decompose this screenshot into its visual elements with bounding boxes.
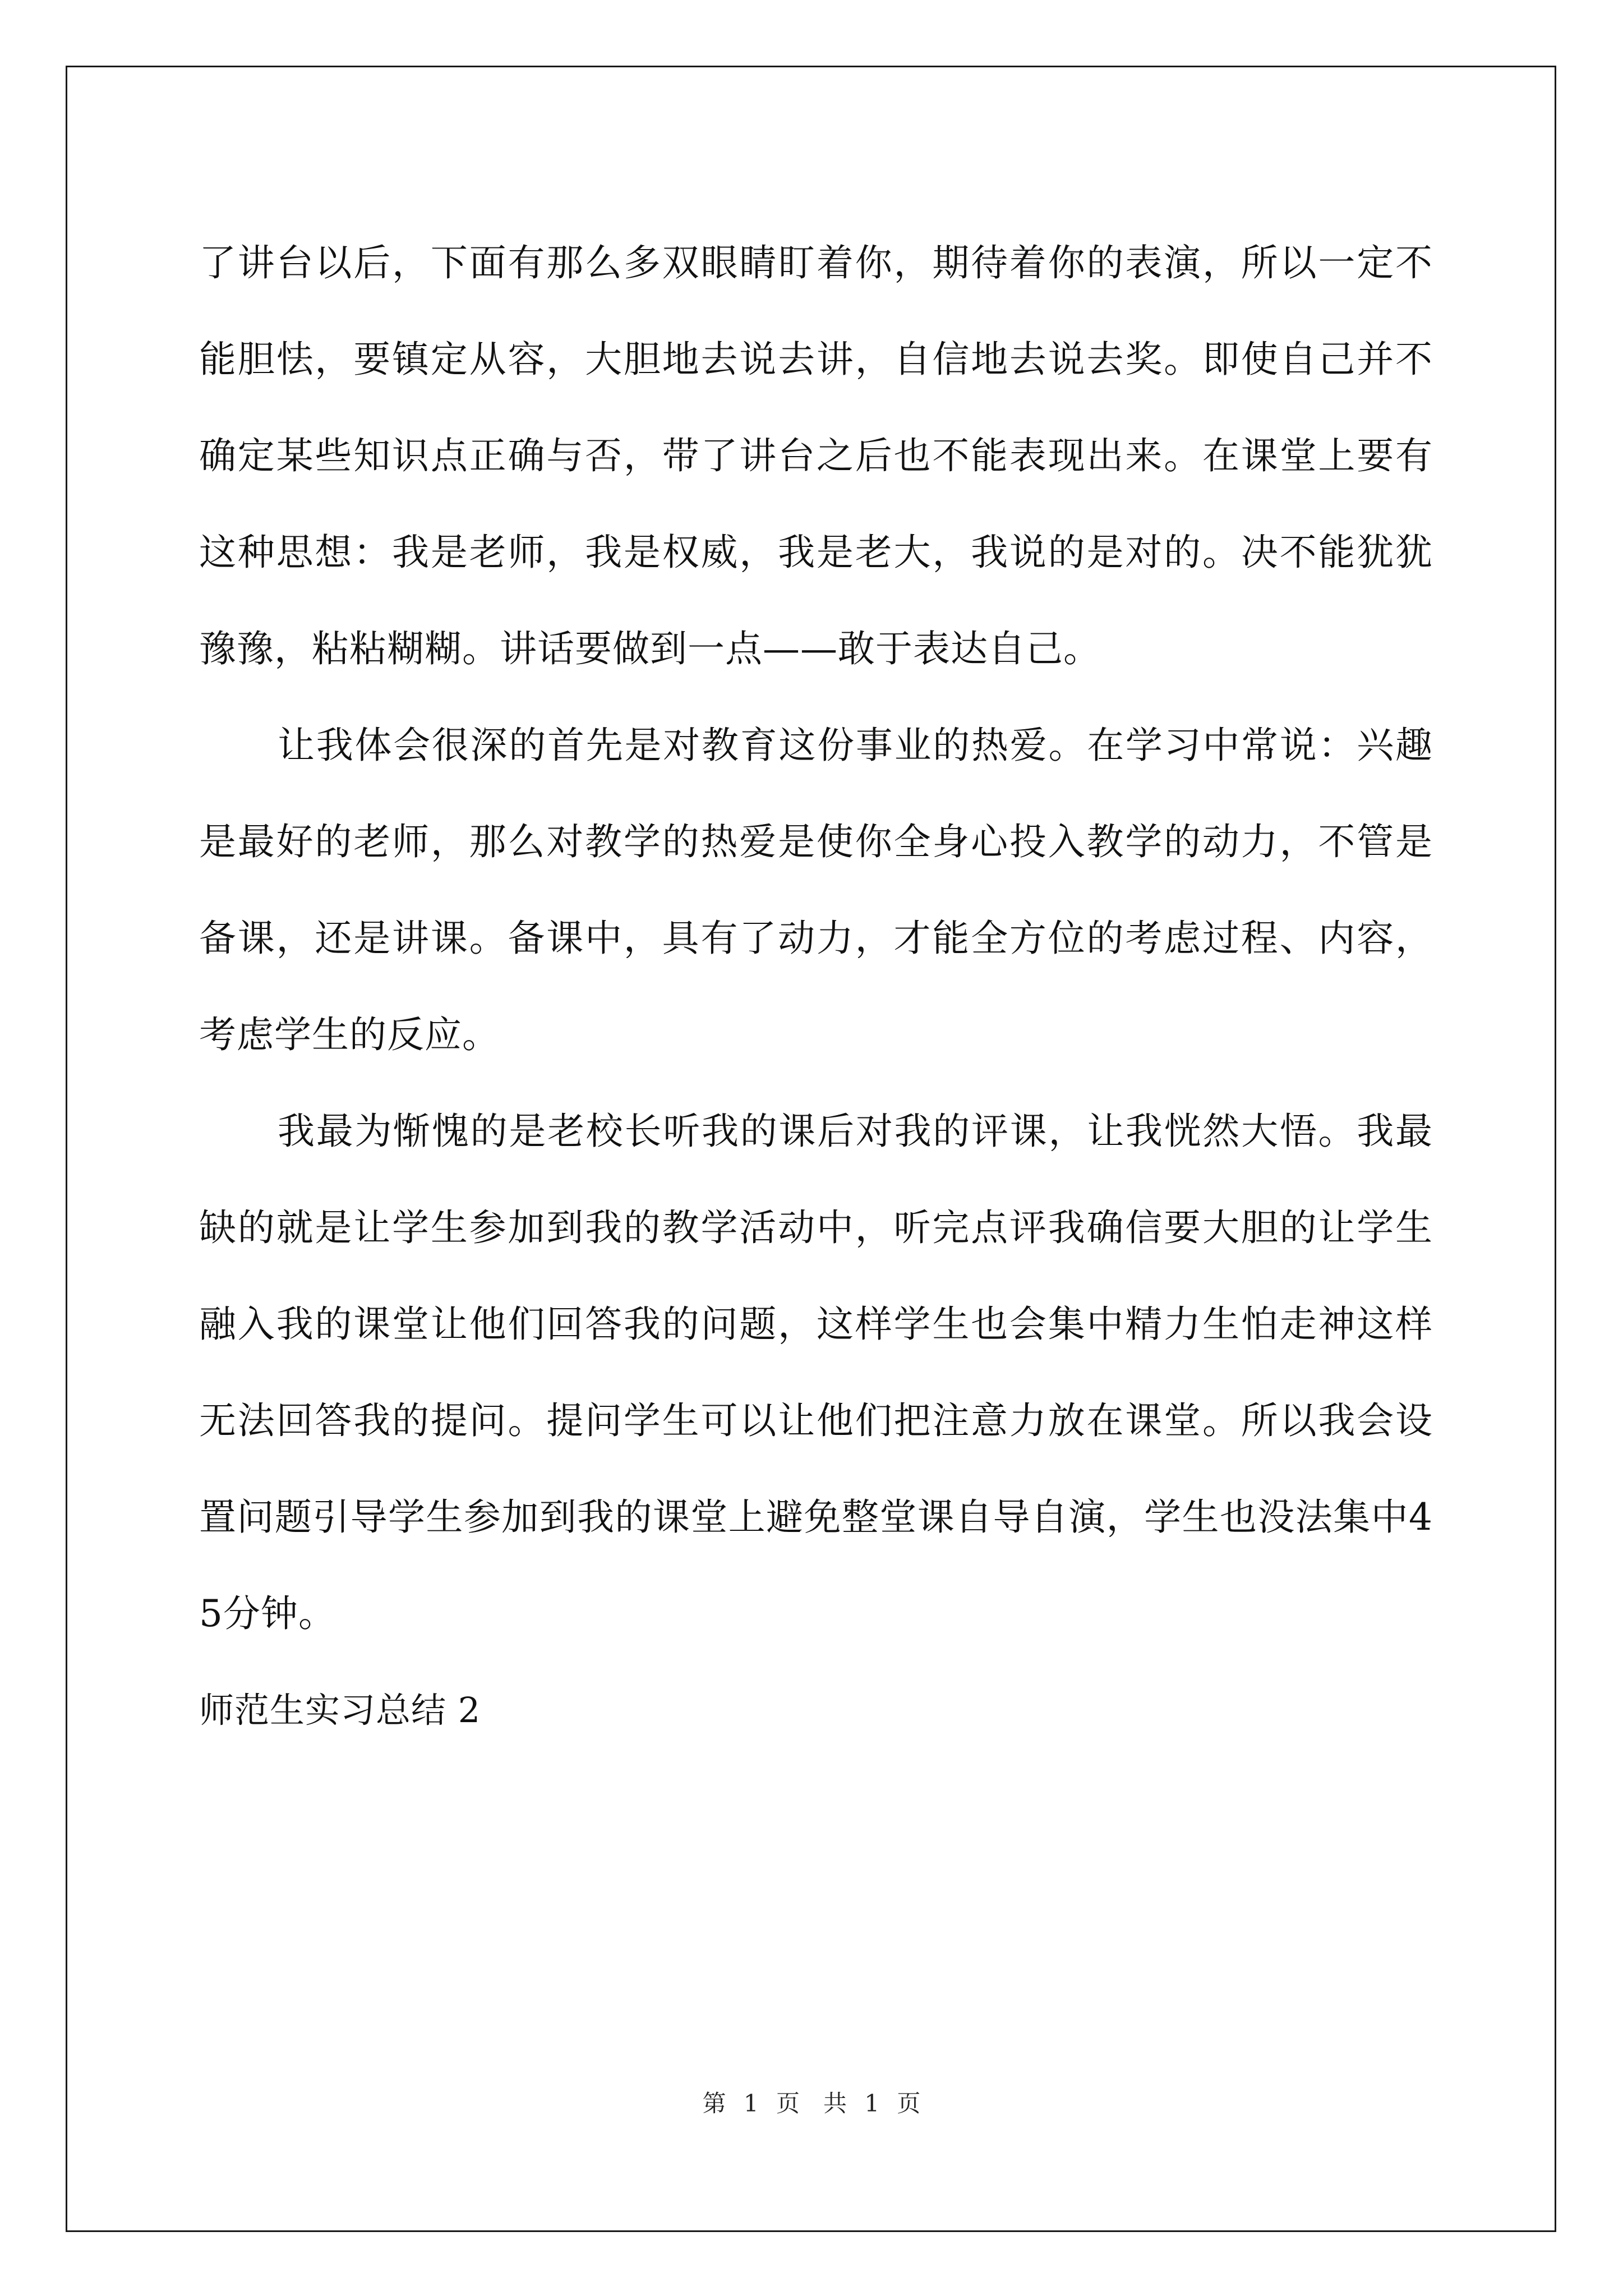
page-number-footer: 第 1 页 共 1 页 xyxy=(702,2090,921,2117)
paragraph-3: 我最为惭愧的是老校长听我的课后对我的评课，让我恍然大悟。我最缺的就是让学生参加到我的教学活动中，听完点评我确信要大胆的让学生融入我的课堂让他们回答我的问题，这样学生也会集中精力生怕走神这样无法回答我的提问。提问学生可以让他们把注意力放在课堂。所以我会设置问题引导学生参加到我的课堂上避免整堂课自导自演，学生也没法集中45分钟。 xyxy=(199,1110,1433,1635)
paragraph-1: 了讲台以后，下面有那么多双眼睛盯着你，期待着你的表演，所以一定不能胆怯，要镇定从容，大胆地去说去讲，自信地去说去奖。即使自己并不确定某些知识点正确与否，带了讲台之后也不能表现出来。在课堂上要有这种思想：我是老师，我是权威，我是老大，我说的是对的。决不能犹犹豫豫，粘粘糊糊。讲话要做到一点——敢于表达自己。 xyxy=(199,241,1433,670)
section-heading: 师范生实习总结 2 xyxy=(199,1690,481,1731)
document-body xyxy=(199,215,1433,1759)
paragraph-2: 让我体会很深的首先是对教育这份事业的热爱。在学习中常说：兴趣是最好的老师，那么对教学的热爱是使你全身心投入教学的动力，不管是备课，还是讲课。备课中，具有了动力，才能全方位的考虑过程、内容，考虑学生的反应。 xyxy=(199,724,1433,1056)
